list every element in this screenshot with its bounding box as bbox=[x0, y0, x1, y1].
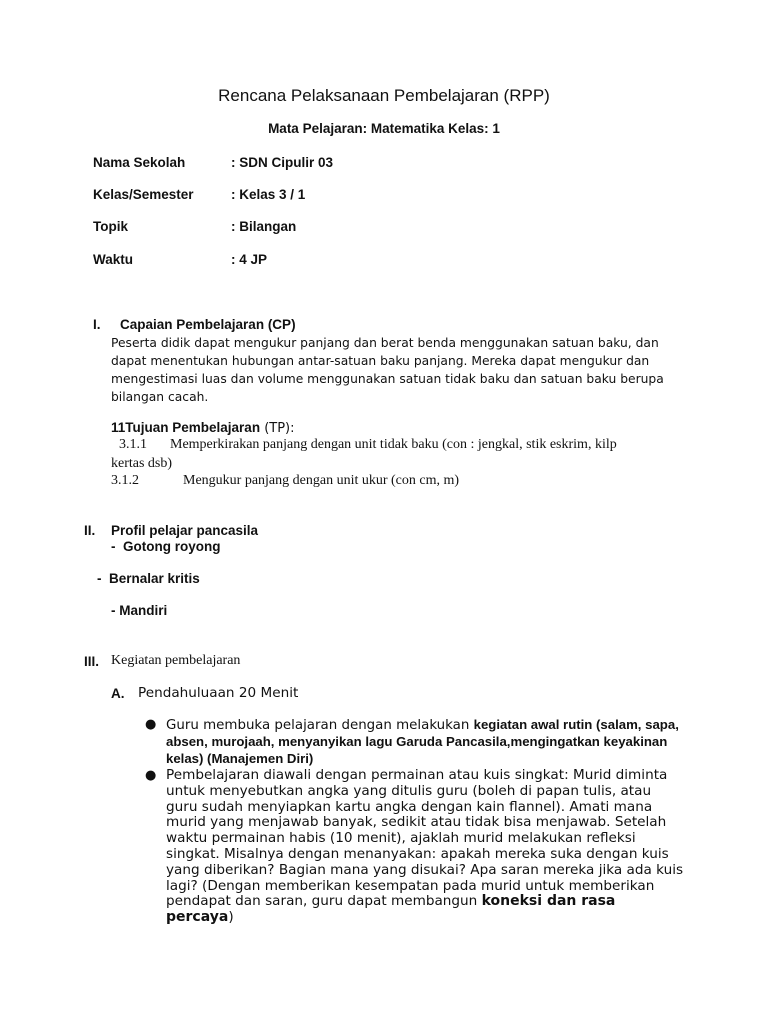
profile-item-mandiri: - Mandiri bbox=[111, 603, 168, 618]
bullet-dot-icon: ● bbox=[145, 768, 157, 783]
info-label-time: Waktu bbox=[93, 252, 133, 267]
bullet-1-bold: kegiatan awal rutin (salam, sapa, absen, murojaah, menyanyikan lagu Garuda Pancasila,mengingatkan keyakinan kelas) (Manajemen Diri) bbox=[166, 717, 679, 766]
tp-heading bbox=[111, 420, 295, 436]
section-3-numeral: III. bbox=[84, 654, 100, 669]
info-value-class: : Kelas 3 / 1 bbox=[231, 187, 306, 202]
bullet-2-text: Pembelajaran diawali dengan permainan atau kuis singkat: Murid diminta untuk menyebutkan angka yang ditulis guru (boleh di papan tulis, atau guru sudah menyiapkan kartu angka dengan kain flannel). Amati mana murid yang menjawab banyak, sedikit atau tidak bisa menjawab. Setelah waktu permainan habis (10 menit), ajaklah murid melakukan refleksi singkat. Misalnya dengan menanyakan: apakah mereka suka dengan kuis yang diberikan? Bagian mana yang disukai? Apa saran mereka jika ada kuis lagi? (Dengan memberikan kesempatan pada murid untuk memberikan pendapat dan saran, guru dapat membangun bbox=[166, 767, 684, 910]
tp-item-1-num: 3.1.1 bbox=[119, 437, 147, 452]
bullet-2-bold: koneksi dan rasa percaya bbox=[166, 893, 616, 926]
page-title: Rencana Pelaksanaan Pembelajaran (RPP) bbox=[218, 86, 550, 105]
info-label-class: Kelas/Semester bbox=[93, 187, 194, 202]
tp-item-1-text: Memperkirakan panjang dengan unit tidak baku (con : jengkal, stik eskrim, kilp bbox=[170, 437, 617, 452]
profile-item-gotong-royong: - Gotong royong bbox=[111, 539, 221, 554]
subsection-a-title: Pendahuluaan 20 Menit bbox=[138, 685, 299, 701]
subject-subtitle: Mata Pelajaran: Matematika Kelas: 1 bbox=[268, 121, 500, 136]
info-value-school: : SDN Cipulir 03 bbox=[231, 155, 334, 170]
tp-item-1-cont: kertas dsb) bbox=[111, 456, 173, 471]
section-2-numeral: II. bbox=[84, 523, 96, 538]
info-label-school: Nama Sekolah bbox=[93, 155, 186, 170]
bullet-dot-icon: ● bbox=[145, 717, 157, 732]
tp-item-2-text: Mengukur panjang dengan unit ukur (con cm, m) bbox=[183, 473, 460, 488]
tp-item-2-num: 3.1.2 bbox=[111, 473, 139, 488]
section-1-title: Capaian Pembelajaran (CP) bbox=[120, 317, 296, 332]
activity-bullet-list bbox=[145, 717, 685, 926]
profile-item-bernalar-kritis: - Bernalar kritis bbox=[97, 571, 200, 586]
bullet-2-after: ) bbox=[228, 909, 234, 926]
cp-paragraph: Peserta didik dapat mengukur panjang dan berat benda menggunakan satuan baku, dan dapat menentukan hubungan antar-satuan baku panjang. Mereka dapat mengukur dan mengestimasi luas dan volume menggunakan satuan tidak baku dan satuan baku berupa bilangan cacah. bbox=[111, 336, 664, 404]
info-value-time: : 4 JP bbox=[231, 252, 268, 267]
info-label-topic: Topik bbox=[93, 219, 128, 234]
activity-bullet-1 bbox=[145, 717, 685, 768]
info-value-topic: : Bilangan bbox=[231, 219, 297, 234]
section-3-title: Kegiatan pembelajaran bbox=[111, 653, 241, 668]
section-2-title: Profil pelajar pancasila bbox=[111, 523, 259, 538]
tp-heading-rest: (TP): bbox=[260, 421, 295, 436]
subsection-a-letter: A. bbox=[111, 686, 125, 701]
activity-bullet-2 bbox=[145, 768, 685, 926]
bullet-1-text: Guru membuka pelajaran dengan melakukan bbox=[166, 718, 474, 733]
tp-heading-bold: 11Tujuan Pembelajaran bbox=[111, 420, 261, 435]
section-1-numeral: I. bbox=[93, 317, 101, 332]
